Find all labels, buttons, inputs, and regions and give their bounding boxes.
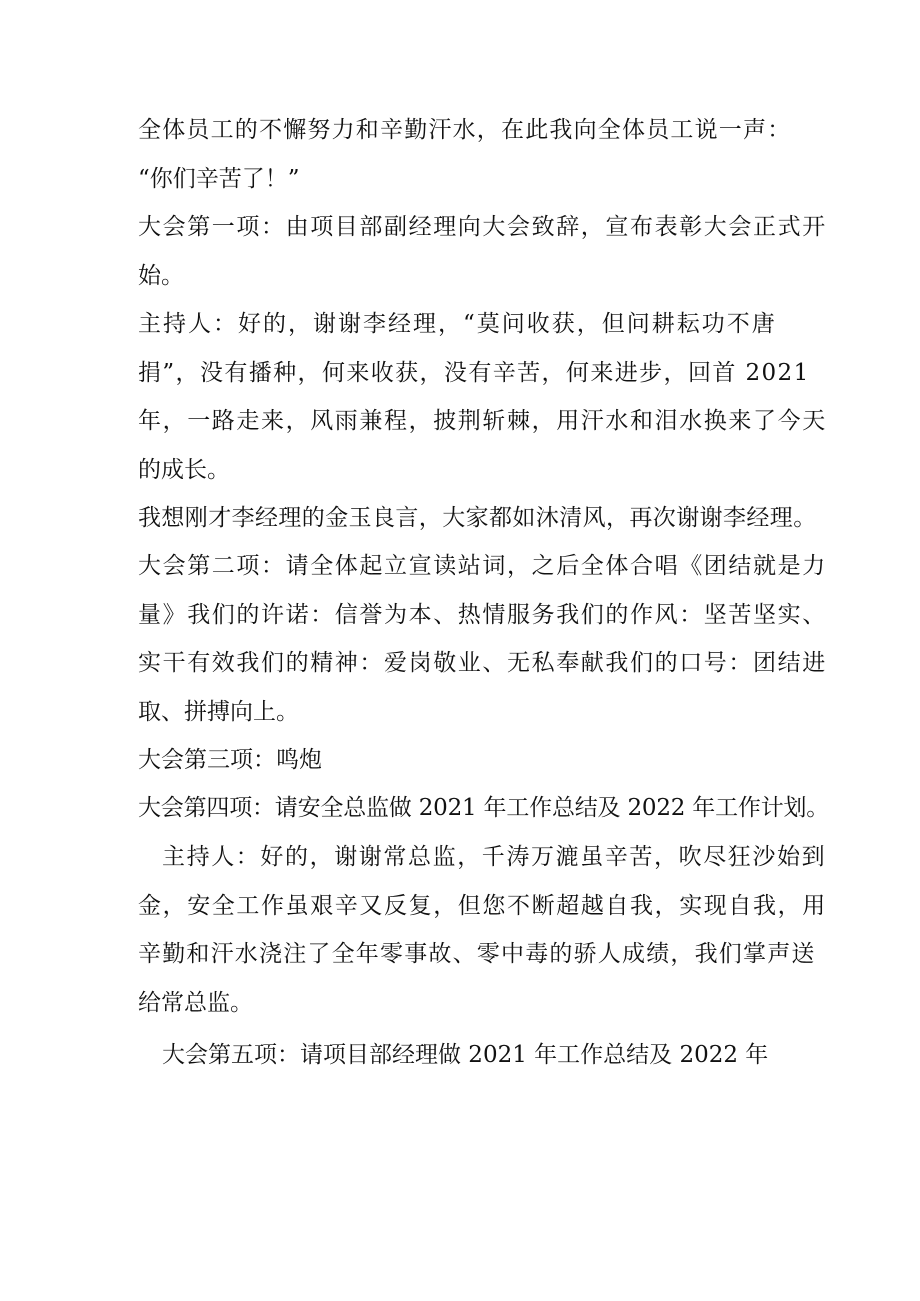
text-line: 主持人：好的，谢谢李经理，“莫问收获，但问耕耘功不唐 [138, 311, 777, 337]
paragraph-item-three [138, 736, 798, 785]
text-line: 全体员工的不懈努力和辛勤汗水，在此我向全体员工说一声： [138, 117, 792, 143]
text-line: 大会第三项：鸣炮 [138, 747, 322, 773]
text-line: 大会第四项：请安全总监做 2021 年工作总结及 2022 年工作计划。 [138, 795, 830, 821]
paragraph-item-one [138, 203, 827, 300]
text-line: 始。 [138, 262, 184, 289]
text-line: 大会第五项：请项目部经理做 2021 年工作总结及 2022 年 [162, 1042, 769, 1068]
text-line: 实干有效我们的精神：爱岗敬业、无私奉献我们的口号：团结进 [138, 650, 827, 676]
paragraph-host-remarks-2 [138, 833, 827, 1027]
text-line: 量》我们的许诺：信誉为本、热情服务我们的作风：坚苦坚实、 [138, 601, 827, 628]
paragraph-item-two [138, 542, 827, 736]
paragraph-host-remarks-1 [138, 300, 827, 494]
text-line: 大会第一项：由项目部副经理向大会致辞，宣布表彰大会正式开 [138, 214, 827, 240]
text-line: 金，安全工作虽艰辛又反复，但您不断超越自我，实现自我，用 [138, 892, 827, 919]
paragraph-thanks-manager [138, 494, 817, 543]
text-line: 辛勤和汗水浇注了全年零事故、零中毒的骄人成绩，我们掌声送 [138, 941, 816, 967]
paragraph-thanks [138, 106, 798, 203]
text-line: “你们辛苦了！” [138, 165, 300, 192]
text-line: 大会第二项：请全体起立宣读站词，之后全体合唱《团结就是力 [138, 553, 827, 579]
paragraph-item-four [138, 784, 830, 833]
text-line: 捐”，没有播种，何来收获，没有辛苦，何来进步，回首 2021 [138, 359, 810, 386]
text-line: 的成长。 [138, 456, 230, 483]
text-line: 年，一路走来，风雨兼程，披荆斩棘，用汗水和泪水换来了今天 [138, 408, 827, 434]
paragraph-item-five [162, 1031, 822, 1080]
text-line: 主持人：好的，谢谢常总监，千涛万漉虽辛苦，吹尽狂沙始到 [162, 844, 827, 870]
text-line: 给常总监。 [138, 989, 253, 1016]
text-line: 我想刚才李经理的金玉良言，大家都如沐清风，再次谢谢李经理。 [138, 505, 817, 531]
text-line: 取、拼搏向上。 [138, 698, 299, 725]
